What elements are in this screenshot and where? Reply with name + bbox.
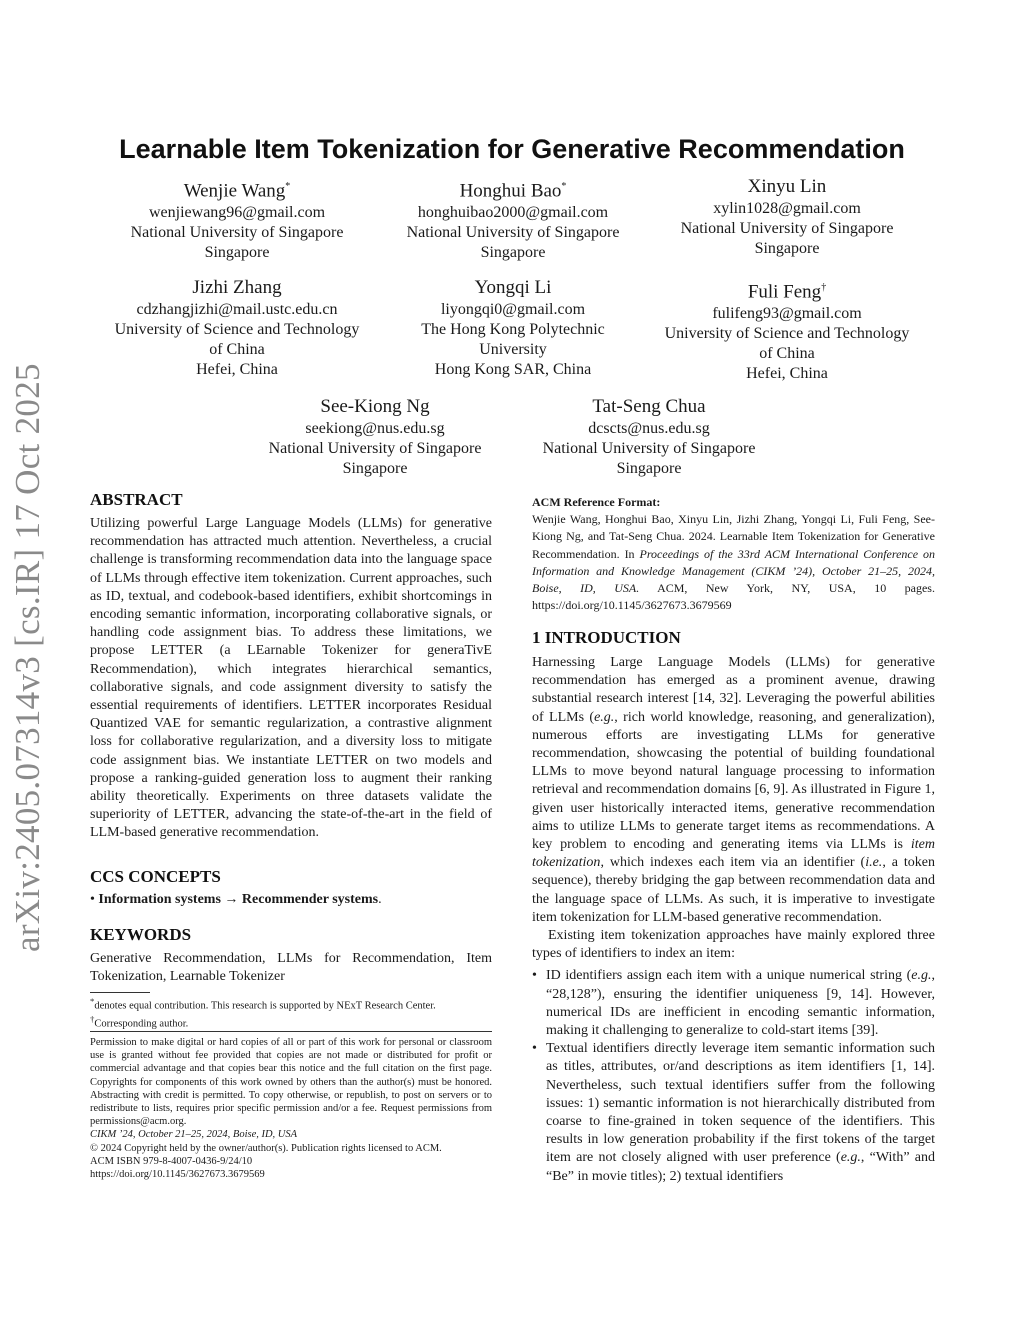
footnotes	[90, 995, 492, 1030]
author-location: Singapore	[480, 244, 546, 262]
author-name: Honghui Bao	[459, 180, 562, 202]
acm-ref-tail: ACM, New York, NY, USA, 10 pages. https://doi.org/10.1145/3627673.3679569	[532, 581, 935, 613]
author-affiliation: University of Science and Technology	[664, 325, 910, 343]
identifier-types-list	[532, 967, 935, 1185]
ccs-concepts	[90, 891, 492, 909]
author-email: cdzhangjizhi@mail.ustc.edu.cn	[136, 301, 338, 318]
author-block	[100, 277, 374, 380]
list-item: • ID identifiers assign each item with a unique numerical string (e.g., “28,128”), ensuring the identifier uniqueness [9, 14]. However, numerical IDs are inefficient in encoding semantic information, making it challenging to generalize to cold-start items [39].	[532, 967, 935, 1040]
ccs-arrow: →	[224, 892, 239, 907]
ccs-concept: Information systems	[98, 892, 221, 907]
venue-line: CIKM ’24, October 21–25, 2024, Boise, ID, USA	[90, 1129, 298, 1141]
ccs-heading: CCS CONCEPTS	[90, 867, 221, 886]
intro-heading: 1 INTRODUCTION	[532, 628, 681, 647]
intro-paragraph-2: Existing item tokenization approaches have mainly explored three types of identifiers to index an item:	[532, 928, 935, 962]
acm-ref-text	[532, 511, 935, 615]
footnote-mark: †	[90, 1013, 95, 1024]
acm-ref-authors: Wenjie Wang, Honghui Bao, Xinyu Lin, Jizhi Zhang, Yongqi Li, Fuli Feng, See-Kiong Ng, and Tat-Seng Chua. 2024. Learnable Item Tokenization for Generative Recommendation. In	[532, 512, 935, 561]
author-name: Yongqi Li	[474, 277, 552, 298]
isbn-line: ACM ISBN 979-8-4007-0436-9/24/10	[90, 1155, 253, 1167]
paper-title: Learnable Item Tokenization for Generative Recommendation	[119, 134, 905, 164]
footnote-corresponding: †Corresponding author.	[90, 1013, 189, 1030]
author-location: Hefei, China	[196, 361, 278, 378]
permission-rule	[90, 1031, 492, 1032]
author-location: Hong Kong SAR, China	[434, 361, 592, 378]
author-affiliation: National University of Singapore	[406, 224, 620, 242]
author-email: honghuibao2000@gmail.com	[417, 204, 609, 222]
acm-ref-proceedings: Proceedings of the 33rd ACM International Conference on Information and Knowledge Management (CIKM ’24), October 21–25, 2024, Boise, ID, USA.	[532, 546, 935, 596]
intro-body	[532, 654, 935, 1186]
arxiv-stamp: arXiv:2405.07314v3 [cs.IR] 17 Oct 2025	[8, 363, 47, 952]
author-name: Wenjie Wang	[183, 180, 286, 202]
author-affiliation: University of Science and Technology	[114, 321, 360, 338]
author-affiliation: National University of Singapore	[130, 224, 344, 242]
author-affiliation: University	[479, 341, 547, 358]
abstract-paragraph: Utilizing powerful Large Language Models (LLMs) for generative recommendation has attracted much attention. Nevertheless, a crucial challenge is transforming recommendation data into the language space of LLMs through effective item tokenization. Current approaches, such as ID, textual, and codebook-based identifiers, exhibit shortcomings in encoding semantic information, incorporating collaborative signals, or handling code assignment bias. To address these limitations, we propose LETTER (a LEarnable Tokenizer for generaTivE Recommendation), which integrates hierarchical semantics, collaborative signals, and code assignment diversity to satisfy the essential requirements of identifiers. LETTER incorporates Residual Quantized VAE for semantic regularization, a contrastive alignment loss for collaborative regularization, and a diversity loss to mitigate code assignment bias. We instantiate LETTER on two models and propose a ranking-guided generation loss to augment their ranking ability theoretically. Experiments on three datasets validate the superiority of LETTER, advancing the state-of-the-art in the field of LLM-based generative recommendation.	[90, 516, 492, 841]
abstract-text	[90, 515, 492, 843]
ccs-bullet: •	[90, 892, 95, 907]
ccs-period: .	[378, 892, 382, 907]
author-location: Singapore	[616, 460, 682, 477]
author-block	[650, 176, 924, 259]
corresponding-author-mark: †	[821, 282, 827, 293]
author-email: wenjiewang96@gmail.com	[148, 204, 326, 222]
permission-text: Permission to make digital or hard copies of all or part of this work for personal or classroom use is granted without fee provided that copies are not made or distributed for profit or commercial advantage and that copies bear this notice and the full citation on the first page. Copyrights for components of this work owned by others than the author(s) must be honored. Abstracting with credit is permitted. To copy otherwise, or republish, to post on servers or to redistribute to lists, requires prior specific permission and/or a fee. Request permissions from permissions@acm.org.	[90, 1037, 492, 1128]
doi-link[interactable]: https://doi.org/10.1145/3627673.3679569	[90, 1169, 265, 1181]
author-name: Jizhi Zhang	[192, 277, 282, 298]
author-name: Xinyu Lin	[747, 176, 827, 197]
abstract-heading: ABSTRACT	[90, 490, 183, 509]
footnote-mark: *	[90, 996, 95, 1006]
acm-ref-heading: ACM Reference Format:	[532, 495, 661, 509]
author-email: fulifeng93@gmail.com	[712, 305, 862, 323]
footnote-rule	[90, 992, 150, 993]
author-location: Singapore	[342, 460, 408, 477]
author-name: Fuli Feng	[747, 281, 822, 303]
ccs-subconcept: Recommender systems	[241, 892, 379, 907]
copyright-line: © 2024 Copyright held by the owner/author(s). Publication rights licensed to ACM.	[90, 1142, 442, 1154]
author-block	[238, 396, 512, 479]
author-affiliation: National University of Singapore	[680, 220, 894, 237]
author-email: seekiong@nus.edu.sg	[305, 420, 445, 437]
author-block	[650, 277, 924, 384]
intro-paragraph-1: Harnessing Large Language Models (LLMs) for generative recommendation has emerged as a prominent avenue, drawing substantial research interest [14, 32]. Leveraging the powerful abilities of LLMs (e.g., rich world knowledge, reasoning, and generalization), numerous efforts are investigating LLMs for generative recommendation, showcasing the potential of building foundational LLMs to move beyond natural language processing to information retrieval and recommendation domains [6, 9]. As illustrated in Figure 1, given user historically interacted items, generative recommendation aims to utilize LLMs to generate target items as recommendations. A key problem to encoding and generating items via LLMs is item tokenization, which indexes each item via an identifier (i.e., a token sequence), thereby bridging the gap between recommendation data and the language space of LLMs. As such, it is imperative to investigate item tokenization for LLM-based generative recommendation.	[532, 655, 935, 925]
equal-contribution-mark: *	[561, 181, 567, 192]
author-block	[512, 396, 786, 479]
author-email: xylin1028@gmail.com	[713, 200, 861, 217]
permission-block	[90, 1036, 492, 1181]
author-block	[376, 277, 650, 380]
author-name: Tat-Seng Chua	[592, 396, 706, 417]
footnote-equal: *denotes equal contribution. This research is supported by NExT Research Center.	[90, 996, 436, 1012]
author-email: liyongqi0@gmail.com	[440, 301, 586, 318]
author-email: dcscts@nus.edu.sg	[588, 420, 710, 437]
author-affiliation: National University of Singapore	[542, 440, 756, 457]
keywords-text: Generative Recommendation, LLMs for Recommendation, Item Tokenization, Learnable Tokenizer	[90, 951, 492, 985]
list-item: • Textual identifiers directly leverage item semantic information such as titles, attributes, or/and descriptions as item identifiers [1, 14]. Nevertheless, such textual identifiers suffer from the following issues: 1) semantic information is not hierarchically distributed from coarse to fine-grained in token sequence of the identifiers. This results in low generation probability if the first tokens of the target item are not closely aligned with user preference (e.g., “With” and “Be” in movie titles); 2) textual identifiers	[532, 1040, 935, 1186]
author-affiliation: The Hong Kong Polytechnic	[421, 321, 605, 338]
author-name: See-Kiong Ng	[320, 396, 430, 417]
author-affiliation: of China	[209, 341, 265, 358]
author-location: Singapore	[204, 244, 270, 262]
keywords-heading: KEYWORDS	[90, 925, 192, 944]
author-location: Hefei, China	[746, 365, 828, 383]
author-affiliation: National University of Singapore	[268, 440, 482, 457]
equal-contribution-mark: *	[285, 181, 291, 192]
author-block	[376, 176, 650, 263]
author-location: Singapore	[754, 240, 820, 257]
author-affiliation: of China	[759, 345, 815, 363]
author-block	[100, 176, 374, 263]
